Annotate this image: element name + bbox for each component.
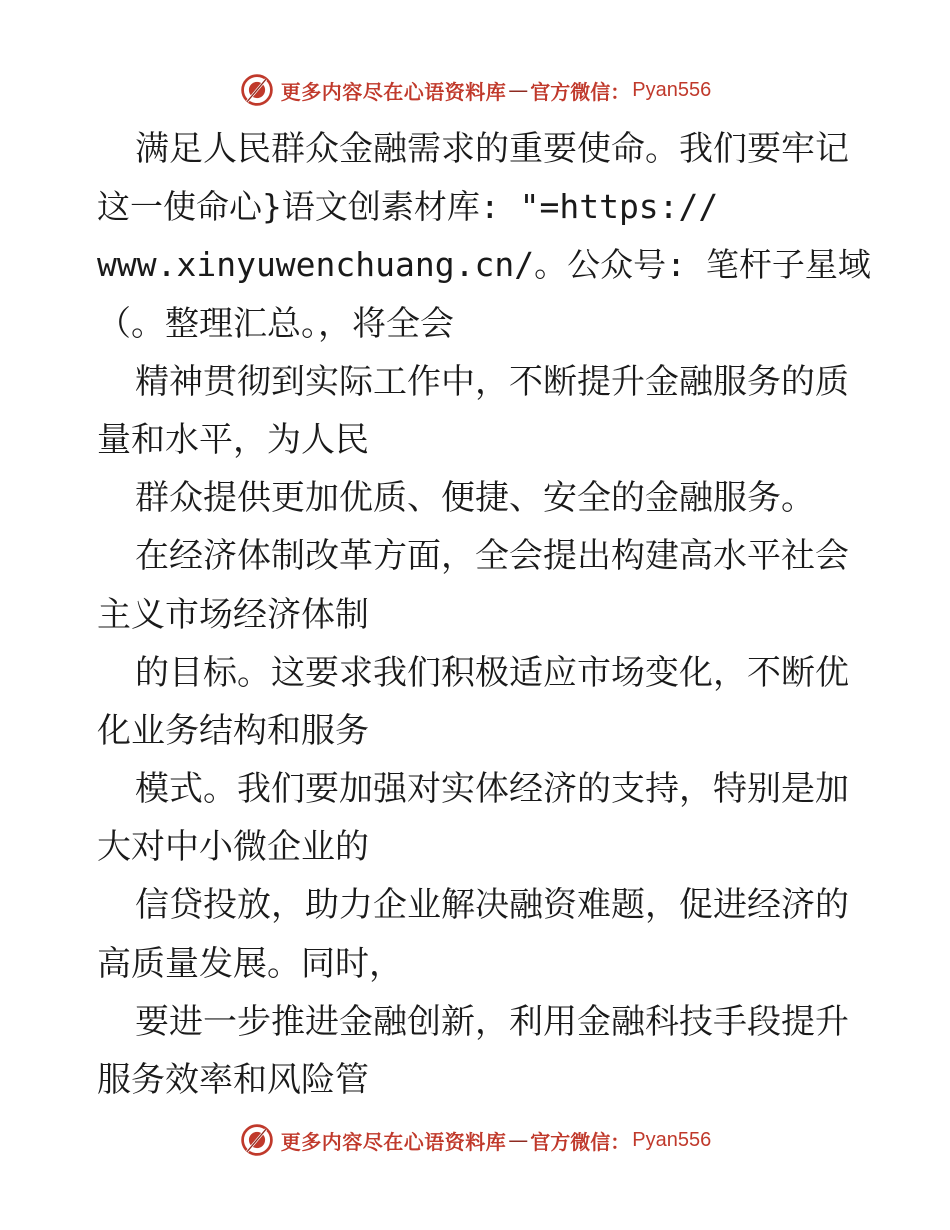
text-line: 大对中小微企业的 (97, 827, 369, 868)
text-line: www.xinyuwenchuang.cn/。公众号: 笔杆子星域 (97, 245, 871, 285)
header-banner (0, 70, 950, 110)
banner-wechat-id: Pyan556 (632, 1128, 712, 1151)
text-line: 信贷投放，助力企业解决融资难题，促进经济的 (135, 885, 849, 926)
text-line: 量和水平，为人民 (97, 419, 369, 460)
text-line: 在经济体制改革方面，全会提出构建高水平社会 (135, 536, 849, 577)
banner-wechat-label: 官方微信： (530, 1129, 631, 1154)
text-line: 群众提供更加优质、便捷、安全的金融服务。 (135, 478, 815, 519)
text-line: 的目标。这要求我们积极适应市场变化，不断优 (135, 652, 849, 693)
text-line: 模式。我们要加强对实体经济的支持，特别是加 (135, 769, 849, 810)
banner-wechat-label: 官方微信： (530, 79, 631, 104)
text-line: 化业务结构和服务 (97, 710, 369, 751)
text-line: （。整理汇总。，将全会 (97, 303, 454, 344)
text-line: 主义市场经济体制 (97, 594, 369, 635)
banner-text: 更多内容尽在心语资料库 (280, 79, 507, 104)
brand-logo-icon (239, 72, 275, 108)
banner-separator: — (508, 78, 529, 102)
text-line: 满足人民群众金融需求的重要使命。我们要牢记 (135, 129, 849, 169)
text-line: 高质量发展。同时， (97, 943, 403, 984)
brand-logo-icon (239, 1122, 275, 1158)
banner-separator: — (508, 1128, 529, 1152)
banner-text: 更多内容尽在心语资料库 (280, 1129, 507, 1154)
text-line: 这一使命心}语文创素材库: "=https:// (97, 187, 719, 227)
text-line: 要进一步推进金融创新，利用金融科技手段提升 (135, 1001, 849, 1042)
document-body (97, 120, 871, 1109)
text-line: 服务效率和风险管 (97, 1060, 369, 1100)
text-line: 精神贯彻到实际工作中，不断提升金融服务的质 (135, 361, 849, 402)
banner-wechat-id: Pyan556 (632, 78, 712, 101)
footer-banner (0, 1120, 950, 1160)
